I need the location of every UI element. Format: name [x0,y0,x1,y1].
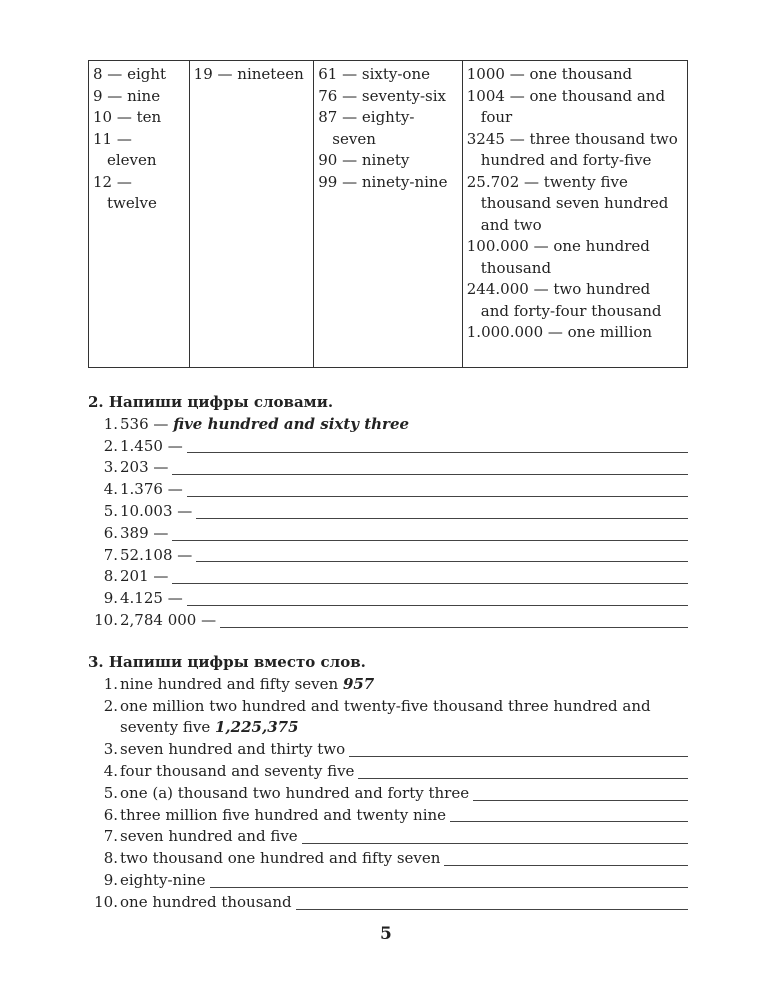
exercise-item [88,826,688,848]
exercise-item [88,696,688,740]
answer-blank[interactable] [220,613,688,628]
answer-blank[interactable] [358,764,688,779]
answer-blank[interactable] [172,526,688,541]
table-entry: 1.000.000 — one million [466,323,653,341]
exercise-item [88,848,688,870]
item-text [118,674,374,696]
exercise-item [88,457,688,479]
item-prompt: seven hundred and thirty two [120,740,346,759]
item-text [118,696,688,740]
item-text [118,848,440,870]
table-entry: 244.000 — two hundred and forty-four thousand [466,280,662,320]
exercise-item [88,436,688,458]
item-number: 5. [103,501,118,520]
answer-blank[interactable] [187,438,688,453]
item-number: 10. [94,892,118,911]
item-number: 1. [103,674,118,693]
item-prompt: four thousand and seventy five [120,761,355,780]
exercise-2-title: 2. Напиши цифры словами. [88,393,334,411]
exercise-item [88,479,688,501]
item-prompt: two thousand one hundred and fifty seven [120,849,441,868]
item-text [118,892,292,914]
item-prompt: 10.003 — [120,501,193,520]
item-prompt: 203 — [120,458,169,477]
answer-blank[interactable] [187,482,688,497]
item-number: 6. [103,523,118,542]
item-text [118,805,446,827]
exercise-item [88,783,688,805]
item-number: 8. [103,567,118,586]
item-answer: 1,225,375 [215,718,299,737]
item-number: 9. [103,589,118,608]
exercise-item [88,674,688,696]
exercise-3 [88,652,688,914]
item-number: 2. [103,696,118,715]
table-column-1 [89,61,190,367]
answer-blank[interactable] [302,829,688,844]
item-text [118,739,345,761]
table-entry: 19 — nineteen [193,65,304,83]
item-text [118,436,183,458]
table-entry: 10 — ten [93,108,162,126]
item-prompt: 1.376 — [120,480,183,499]
item-text [118,501,192,523]
item-prompt: nine hundred and fifty seven [120,674,339,693]
table-entry: 8 — eight [93,65,167,83]
table-entry: 76 — seventy-six [318,86,446,105]
item-number: 5. [103,783,118,802]
exercise-item [88,805,688,827]
answer-blank[interactable] [450,807,688,822]
item-text [118,826,298,848]
item-answer: five hundred and sixty three [173,414,410,433]
item-text [118,523,168,545]
exercise-item [88,761,688,783]
item-prompt: one (a) thousand two hundred and forty three [120,783,470,802]
exercise-item [88,414,688,436]
answer-blank[interactable] [172,569,688,584]
answer-blank[interactable] [473,786,688,801]
exercise-item [88,566,688,588]
item-number: 4. [103,761,118,780]
item-prompt: eighty-nine [120,870,206,889]
item-prompt: 536 — [120,414,169,433]
item-text [118,479,183,501]
item-prompt: 4.125 — [120,589,183,608]
item-number: 1. [103,414,118,433]
item-prompt: 1.450 — [120,436,183,455]
table-entry: 100.000 — one hundred thousand [466,237,650,277]
item-text [118,566,168,588]
exercise-item [88,545,688,567]
exercise-item [88,588,688,610]
table-entry: 61 — sixty-one [318,65,430,83]
item-text [118,761,354,783]
item-prompt: 2,784 000 — [120,610,217,629]
exercise-item [88,739,688,761]
item-prompt: 201 — [120,567,169,586]
item-prompt: 389 — [120,523,169,542]
item-text [118,783,469,805]
exercise-item [88,523,688,545]
exercise-item [88,501,688,523]
item-prompt: one hundred thousand [120,892,292,911]
item-text [118,414,409,436]
page-number: 5 [380,924,392,944]
item-prompt: one million two hundred and twenty-five thousand three hundred and seventy five [120,696,651,737]
item-number: 7. [103,545,118,564]
item-number: 7. [103,827,118,846]
item-prompt: 52.108 — [120,545,193,564]
table-entry: 1000 — one thousand [466,65,633,83]
item-text [118,588,183,610]
table-entry: 11 — eleven [93,129,157,169]
item-text [118,870,206,892]
item-answer: 957 [342,674,375,693]
answer-blank[interactable] [296,895,688,910]
answer-blank[interactable] [196,504,688,519]
item-text [118,457,168,479]
answer-blank[interactable] [187,591,688,606]
item-prompt: seven hundred and five [120,827,298,846]
item-number: 3. [103,740,118,759]
table-column-4 [463,61,687,367]
table-column-3 [314,61,463,367]
numbers-table [88,60,688,368]
exercise-item [88,870,688,892]
table-column-2 [190,61,315,367]
item-number: 6. [103,805,118,824]
table-entry: 90 — ninety [318,151,410,169]
item-number: 4. [103,480,118,499]
item-prompt: three million five hundred and twenty nine [120,805,447,824]
answer-blank[interactable] [444,851,688,866]
answer-blank[interactable] [349,742,688,757]
table-entry: 87 — eighty-seven [318,108,415,148]
item-text [118,610,216,632]
item-number: 3. [103,458,118,477]
table-entry: 1004 — one thousand and four [466,86,666,126]
answer-blank[interactable] [196,547,688,562]
table-entry: 99 — ninety-nine [318,172,448,191]
item-text [118,545,192,567]
table-entry: 12 — twelve [93,172,157,212]
exercise-2 [88,392,688,632]
table-entry: 9 — nine [93,86,161,105]
exercise-3-title: 3. Напиши цифры вместо слов. [88,653,366,671]
answer-blank[interactable] [172,460,688,475]
table-entry: 3245 — three thousand two hundred and forty-five [466,129,678,169]
exercise-item [88,892,688,914]
exercise-item [88,610,688,632]
item-number: 2. [103,436,118,455]
answer-blank[interactable] [210,873,688,888]
item-number: 9. [103,870,118,889]
item-number: 8. [103,849,118,868]
table-entry: 25.702 — twenty five thousand seven hundred and two [466,172,669,234]
item-number: 10. [94,610,118,629]
